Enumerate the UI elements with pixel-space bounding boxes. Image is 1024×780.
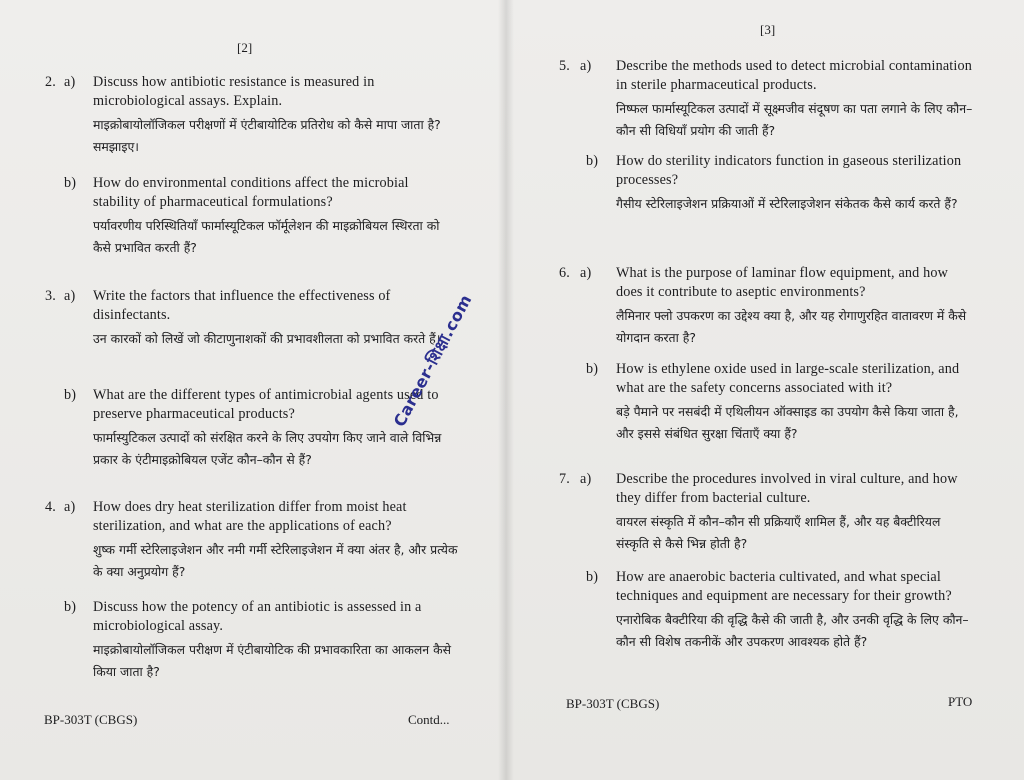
hindi-text: निष्फल फार्मास्यूटिकल उत्पादों में सूक्ष्मजीव संदूषण का पता लगाने के लिए कौन–कौन सी विधियाँ प्रयोग की जाती हैं? bbox=[616, 101, 973, 138]
english-text: What is the purpose of laminar flow equipment, and how does it contribute to aseptic environments? bbox=[616, 265, 948, 300]
hindi-text: गैसीय स्टेरिलाइजेशन प्रक्रियाओं में स्टेरिलाइजेशन संकेतक कैसे कार्य करते हैं? bbox=[616, 196, 958, 211]
question-part-4a bbox=[93, 498, 458, 583]
english-text: How do sterility indicators function in gaseous sterilization processes? bbox=[616, 153, 962, 188]
hindi-text: लैमिनार फ्लो उपकरण का उद्देश्य क्या है, और यह रोगाणुरहित वातावरण में कैसे योगदान करता है? bbox=[616, 308, 967, 345]
left-page bbox=[0, 0, 506, 780]
english-text: How do environmental conditions affect the microbial stability of pharmaceutical formulations? bbox=[93, 175, 409, 210]
watermark-text: Career-शिक्षा.com bbox=[389, 291, 476, 430]
part-label: b) bbox=[586, 361, 599, 377]
english-text: How is ethylene oxide used in large-scale sterilization, and what are the safety concerns associated with it? bbox=[616, 361, 960, 396]
binding-gutter bbox=[498, 0, 514, 780]
hindi-text: माइक्रोबायोलॉजिकल परीक्षणों में एंटीबायोटिक प्रतिरोध को कैसे मापा जाता है? समझाइए। bbox=[93, 117, 441, 154]
hindi-text: शुष्क गर्मी स्टेरिलाइजेशन और नमी गर्मी स्टेरिलाइजेशन में क्या अंतर है, और प्रत्येक के क्या अनुप्रयोग हैं? bbox=[93, 542, 458, 579]
question-number: 6. bbox=[559, 265, 570, 281]
question-part-5b bbox=[616, 152, 974, 215]
question-number: 4. bbox=[45, 499, 56, 515]
page-number: [3] bbox=[760, 22, 776, 37]
part-label: a) bbox=[64, 288, 76, 304]
part-label: a) bbox=[580, 265, 592, 281]
part-label: b) bbox=[64, 175, 77, 191]
part-label: b) bbox=[586, 569, 599, 585]
hindi-text: उन कारकों को लिखें जो कीटाणुनाशकों की प्रभावशीलता को प्रभावित करते हैं। bbox=[93, 331, 441, 346]
page-number: [2] bbox=[237, 40, 253, 55]
part-label: b) bbox=[586, 153, 599, 169]
english-text: Discuss how antibiotic resistance is measured in microbiological assays. Explain. bbox=[93, 74, 375, 109]
question-number: 7. bbox=[559, 471, 570, 487]
footer-pto: PTO bbox=[948, 694, 973, 709]
question-part-4b bbox=[93, 598, 458, 683]
hindi-text: एनारोबिक बैक्टीरिया की वृद्धि कैसे की जाती है, और उनकी वृद्धि के लिए कौन–कौन सी विशेष तकनीकें और उपकरण आवश्यक होते हैं? bbox=[616, 612, 969, 649]
english-text: Discuss how the potency of an antibiotic is assessed in a microbiological assay. bbox=[93, 599, 422, 634]
english-text: How does dry heat sterilization differ from moist heat sterilization, and what are the applications of each? bbox=[93, 499, 407, 534]
english-text: Describe the methods used to detect microbial contamination in sterile pharmaceutical products. bbox=[616, 58, 972, 93]
hindi-text: वायरल संस्कृति में कौन–कौन सी प्रक्रियाएँ शामिल हैं, और यह बैक्टीरियल संस्कृति से कैसे भिन्न होती है? bbox=[616, 514, 941, 551]
part-label: a) bbox=[580, 58, 592, 74]
question-part-3a bbox=[93, 287, 458, 350]
english-text: Write the factors that influence the effectiveness of disinfectants. bbox=[93, 288, 391, 323]
question-part-7b bbox=[616, 568, 974, 653]
question-part-7a bbox=[616, 470, 974, 555]
question-part-5a bbox=[616, 57, 974, 142]
part-label: a) bbox=[64, 499, 76, 515]
right-page bbox=[506, 0, 1024, 780]
question-part-2b bbox=[93, 174, 458, 259]
footer-continued: Contd... bbox=[408, 712, 450, 727]
part-label: b) bbox=[64, 387, 77, 403]
footer-course-code: BP-303T (CBGS) bbox=[44, 712, 138, 727]
hindi-text: बड़े पैमाने पर नसबंदी में एथिलीयन ऑक्साइड का उपयोग कैसे किया जाता है, और इससे संबंधित सुरक्षा चिंताएँ क्या हैं? bbox=[616, 404, 959, 441]
english-text: What are the different types of antimicrobial agents used to preserve pharmaceutical products? bbox=[93, 387, 439, 422]
hindi-text: पर्यावरणीय परिस्थितियाँ फार्मास्यूटिकल फॉर्मूलेशन की माइक्रोबियल स्थिरता को कैसे प्रभावित करती हैं? bbox=[93, 218, 440, 255]
part-label: b) bbox=[64, 599, 77, 615]
question-number: 2. bbox=[45, 74, 56, 90]
part-label: a) bbox=[580, 471, 592, 487]
part-label: a) bbox=[64, 74, 76, 90]
english-text: How are anaerobic bacteria cultivated, and what special techniques and equipment are necessary for their growth? bbox=[616, 569, 952, 604]
hindi-text: फार्मास्युटिकल उत्पादों को संरक्षित करने के लिए उपयोग किए जाने वाले विभिन्न प्रकार के एंटीमाइक्रोबियल एजेंट कौन–कौन से हैं? bbox=[93, 430, 442, 467]
question-part-6b bbox=[616, 360, 974, 445]
footer-course-code: BP-303T (CBGS) bbox=[566, 696, 660, 711]
question-number: 5. bbox=[559, 58, 570, 74]
question-number: 3. bbox=[45, 288, 56, 304]
hindi-text: माइक्रोबायोलॉजिकल परीक्षण में एंटीबायोटिक की प्रभावकारिता का आकलन कैसे किया जाता है? bbox=[93, 642, 452, 679]
question-part-2a bbox=[93, 73, 458, 158]
question-part-6a bbox=[616, 264, 974, 349]
english-text: Describe the procedures involved in viral culture, and how they differ from bacterial culture. bbox=[616, 471, 958, 506]
